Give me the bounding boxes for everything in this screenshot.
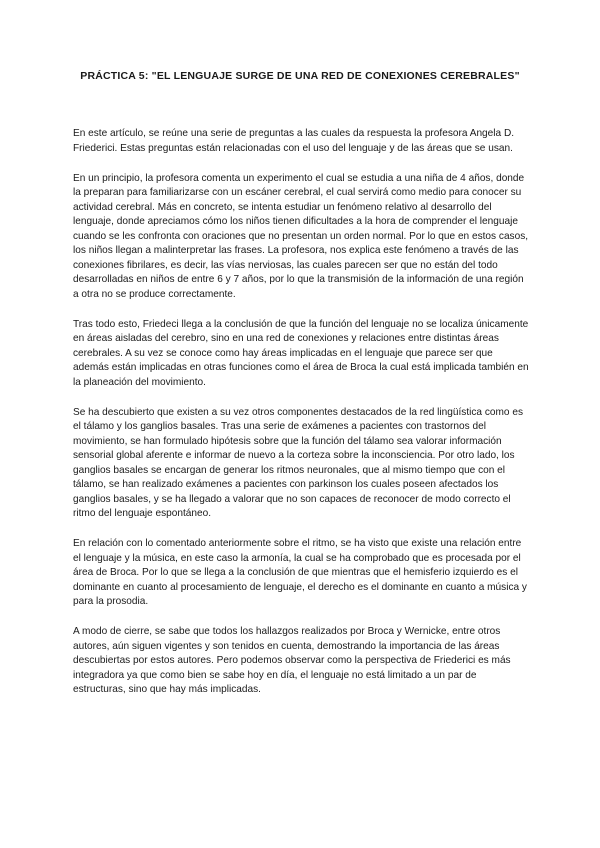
paragraph-thalamus-ganglia: Se ha descubierto que existen a su vez otros componentes destacados de la red lingüística como es el tálamo y los ganglios basales. Tras una serie de exámenes a pacientes con trastornos del movimiento, se han formulado hipótesis sobre que la función del tálamo sea valorar información sensorial global aferente e informar de nuevo a la corteza sobre la inconsciencia. Por otro lado, los ganglios basales se encargan de generar los ritmos neuronales, que al mismo tiempo que con el tálamo, se han realizado exámenes a pacientes con parkinson los cuales poseen afectados los ganglios basales, y se ha llegado a valorar que no son capaces de reconocer de modo correcto el ritmo del lenguaje espontáneo. (73, 406, 523, 519)
document-body (73, 127, 531, 713)
paragraph-rhythm-music: En relación con lo comentado anteriormente sobre el ritmo, se ha visto que existe una relación entre el lenguaje y la música, en este caso la armonía, la cual se ha comprobado que es procesada por el área de Broca. Por lo que se llega a la conclusión de que mientras que el hemisferio izquierdo es el dominante en cuanto al procesamiento de lenguaje, el derecho es el dominante en cuanto a música y para la prosodia. (73, 538, 527, 607)
paragraph-experiment: En un principio, la profesora comenta un experimento el cual se estudia a una niña de 4 años, donde la preparan para familiarizarse con un escáner cerebral, el cual servirá como medio para conocer su actividad cerebral. Más en concreto, se intenta estudiar un fenómeno relativo al desarrollo del lenguaje, donde apreciamos cómo los niños tienen dificultades a la hora de comprender el lenguaje cuando se les confronta con oraciones que no presentan un orden normal. Por lo que en estos casos, los niños llegan a malinterpretar las frases. La profesora, nos explica este fenómeno a través de las conexiones fibrilares, es decir, las vías nerviosas, las cuales parecen ser que no están del todo desarrolladas en niños de entre 6 y 7 años, por lo que la transmisión de la información de una región a otra no se produce correctamente. (73, 172, 529, 300)
paragraph-closing: A modo de cierre, se sabe que todos los hallazgos realizados por Broca y Wernicke, entre otros autores, aún siguen vigentes y son tenidos en cuenta, demostrando la importancia de las áreas descubiertas por estos autores. Pero podemos observar como la perspectiva de Friederici es más integradora ya que como bien se sabe hoy en día, el lenguaje no está limitado a un par de estructuras, sino que hay más implicadas. (73, 626, 511, 695)
page-title: PRÁCTICA 5: "EL LENGUAJE SURGE DE UNA RED DE CONEXIONES CEREBRALES" (80, 70, 520, 82)
paragraph-intro: En este artículo, se reúne una serie de preguntas a las cuales da respuesta la profesora Angela D. Friederici. Estas preguntas están relacionadas con el uso del lenguaje y de las áreas que se usan. (73, 128, 515, 154)
paragraph-conclusion-network: Tras todo esto, Friedeci llega a la conclusión de que la función del lenguaje no se localiza únicamente en áreas aisladas del cerebro, sino en una red de conexiones y relaciones entre distintas áreas cerebrales. A su vez se conoce como hay áreas implicadas en el lenguaje que parece ser que además están implicadas en otras funciones como el área de Broca la cual está implicada también en la planeación del movimiento. (73, 318, 529, 388)
